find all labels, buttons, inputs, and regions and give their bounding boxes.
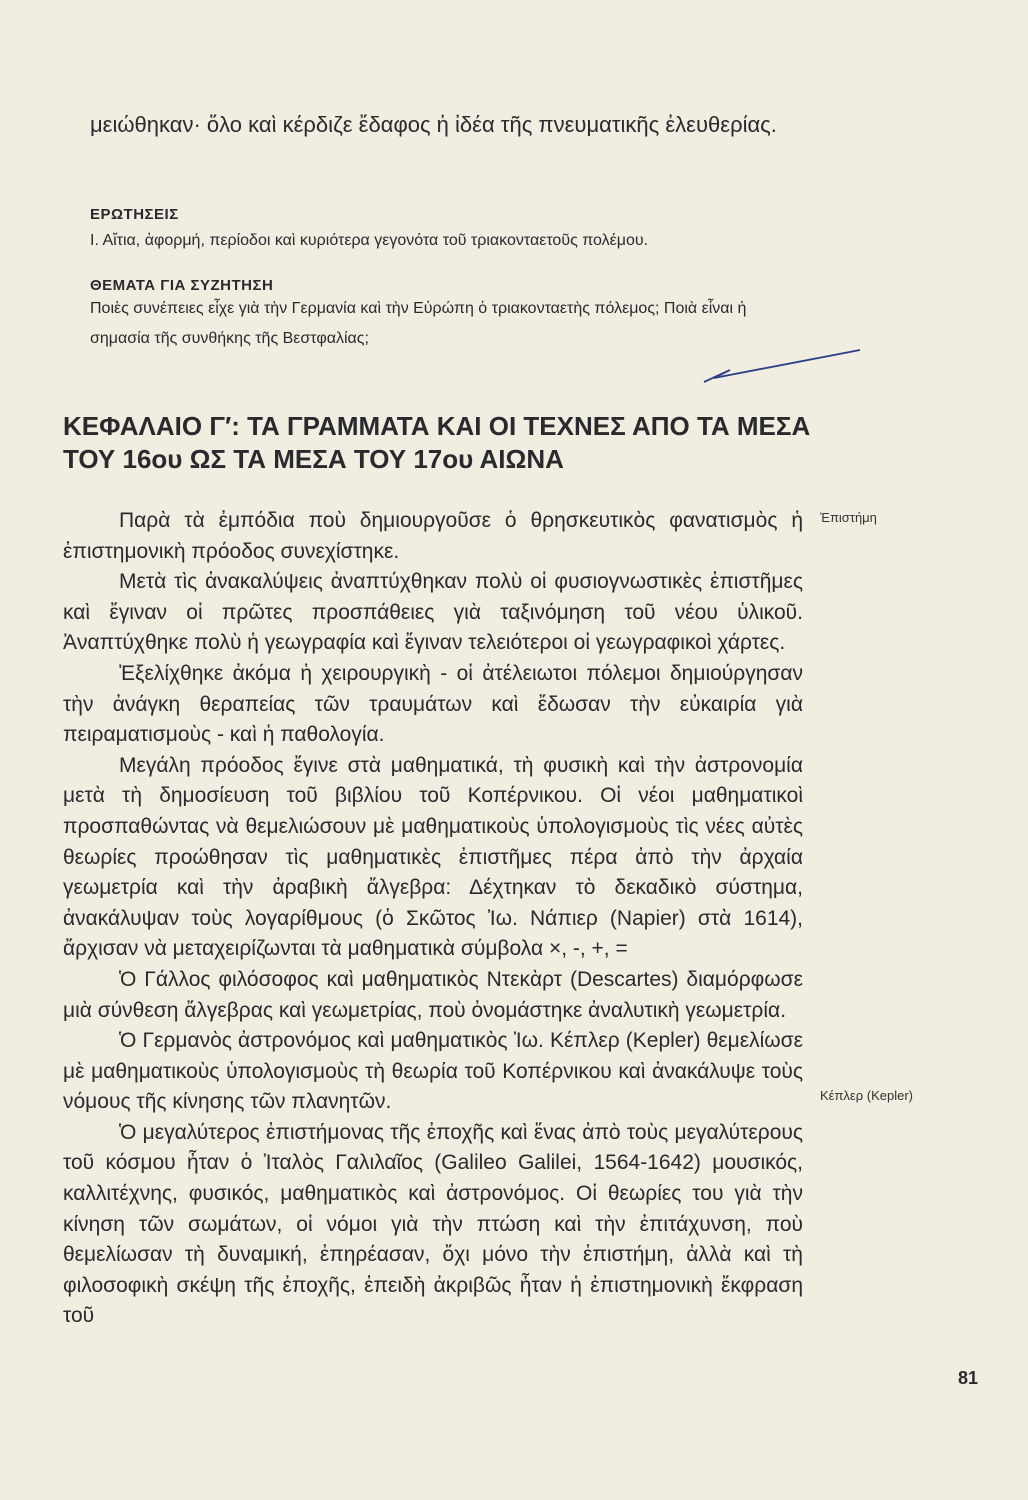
pen-mark-icon	[700, 330, 870, 390]
margin-note-science: Ἐπιστήμη	[820, 510, 877, 525]
paragraph: Ὁ μεγαλύτερος ἐπιστήμονας τῆς ἐποχῆς καὶ ἕνας ἀπὸ τοὺς μεγαλύτερους τοῦ κόσμου ἦταν ὁ Ἰταλὸς Γαλιλαῖος (Galileo Galilei, 1564-1642) μουσικός, καλλιτέχνης, φυσικός, μαθηματικὸς καὶ ἀστρονόμος. Οἱ θεωρίες του γιὰ τὴν κίνηση τῶν σωμάτων, οἱ νόμοι γιὰ τὴν πτώση καὶ τὴν ἐπιτάχυνση, ποὺ θεμελίωσαν τὴ δυναμική, ἐπηρέασαν, ὄχι μόνο τὴν ἐπιστήμη, ἀλλὰ καὶ τὴ φιλοσοφικὴ σκέψη τῆς ἐποχῆς, ἐπειδὴ ἀκριβῶς ἦταν ἡ ἐπιστημονικὴ ἔκφραση τοῦ	[63, 1120, 803, 1328]
discussion-heading: ΘΕΜΑΤΑ ΓΙΑ ΣΥΖΗΤΗΣΗ	[90, 277, 274, 294]
paragraph: Μετὰ τὶς ἀνακαλύψεις ἀναπτύχθηκαν πολὺ οἱ φυσιογνωστικὲς ἐπιστῆμες καὶ ἔγιναν οἱ πρῶτες προσπάθειες γιὰ ταξινόμηση τοῦ νέου ὑλικοῦ. Ἀναπτύχθηκε πολὺ ἡ γεωγραφία καὶ ἔγιναν τελειότεροι οἱ γεωγραφικοὶ χάρτες.	[63, 570, 803, 655]
page-number: 81	[957, 1368, 978, 1388]
paragraph: Ὁ Γάλλος φιλόσοφος καὶ μαθηματικὸς Ντεκὰρτ (Descartes) διαμόρφωσε μιὰ σύνθεση ἄλγεβρας καὶ γεωμετρίας, ποὺ ὀνομάστηκε ἀναλυτικὴ γεωμετρία.	[63, 967, 803, 1022]
margin-note-kepler: Κέπλερ (Kepler)	[820, 1088, 913, 1103]
chapter-title: ΚΕΦΑΛΑΙΟ Γ′: ΤΑ ΓΡΑΜΜΑΤΑ ΚΑΙ ΟΙ ΤΕΧΝΕΣ ΑΠΟ ΤΑ ΜΕΣΑ ΤΟΥ 16ου ΩΣ ΤΑ ΜΕΣΑ ΤΟΥ 17ου ΑΙΩΝΑ	[63, 411, 811, 474]
intro-text: μειώθηκαν· ὅλο καὶ κέρδιζε ἔδαφος ἡ ἰδέα τῆς πνευματικῆς ἐλευθερίας.	[90, 112, 777, 137]
paragraph: Ἐξελίχθηκε ἀκόμα ἡ χειρουργικὴ - οἱ ἀτέλειωτοι πόλεμοι δημιούργησαν τὴν ἀνάγκη θεραπείας τῶν τραυμάτων καὶ ἔδωσαν τὴν εὐκαιρία γιὰ πειραματισμοὺς - καὶ ἡ παθολογία.	[63, 661, 803, 747]
paragraph: Παρὰ τὰ ἐμπόδια ποὺ δημιουργοῦσε ὁ θρησκευτικὸς φανατισμὸς ἡ ἐπιστημονικὴ πρόοδος συνεχίστηκε.	[63, 509, 803, 563]
discussion-text: Ποιὲς συνέπειες εἶχε γιὰ τὴν Γερμανία καὶ τὴν Εὐρώπη ὁ τριακονταετὴς πόλεμος; Ποιὰ εἶναι ἡ σημασία τῆς συνθήκης τῆς Βεστφαλίας;	[90, 300, 747, 347]
questions-item: Ι. Αἴτια, ἀφορμή, περίοδοι καὶ κυριότερα γεγονότα τοῦ τριακονταετοῦς πολέμου.	[90, 232, 649, 249]
paragraph: Ὁ Γερμανὸς ἀστρονόμος καὶ μαθηματικὸς Ἰω. Κέπλερ (Kepler) θεμελίωσε μὲ μαθηματικοὺς ὑπολογισμοὺς τὴ θεωρία τοῦ Κοπέρνικου καὶ ἀνακάλυψε τοὺς νόμους τῆς κίνησης τῶν πλανητῶν.	[63, 1029, 803, 1114]
main-text	[63, 506, 803, 1332]
questions-heading: ΕΡΩΤΗΣΕΙΣ	[90, 206, 179, 223]
paragraph: Μεγάλη πρόοδος ἔγινε στὰ μαθηματικά, τὴ φυσικὴ καὶ τὴν ἀστρονομία μετὰ τὴ δημοσίευση τοῦ βιβλίου τοῦ Κοπέρνικου. Οἱ νέοι μαθηματικοὶ προσπαθώντας νὰ θεμελιώσουν μὲ μαθηματικοὺς ὑπολογισμοὺς τὶς νέες αὐτὲς θεωρίες προώθησαν τὶς μαθηματικὲς ἐπιστῆμες πέρα ἀπὸ τὴν ἀρχαία γεωμετρία καὶ τὴν ἀραβικὴ ἄλγεβρα: Δέχτηκαν τὸ δεκαδικὸ σύστημα, ἀνακάλυψαν τοὺς λογαρίθμους (ὁ Σκῶτος Ἰω. Νάπιερ (Napier) στὰ 1614), ἄρχισαν νὰ μεταχειρίζωνται τὰ μαθηματικὰ σύμβολα ×, -, +, =	[63, 753, 803, 961]
